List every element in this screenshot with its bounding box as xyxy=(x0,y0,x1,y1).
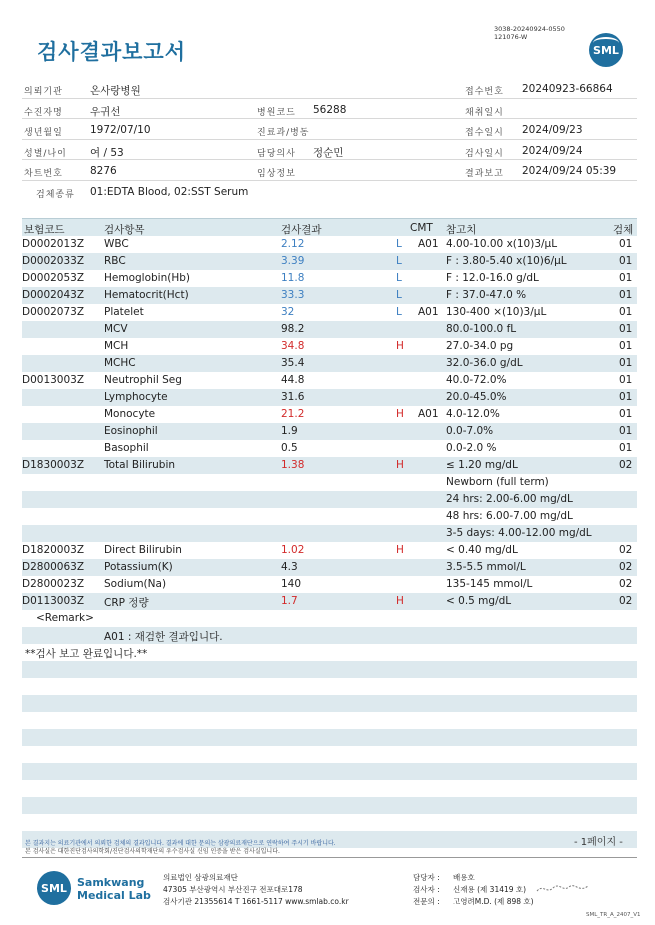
header-code: 보험코드 xyxy=(24,224,65,236)
cell-specimen: 02 xyxy=(619,561,633,573)
cell-specimen: 02 xyxy=(619,544,633,556)
info-label: 접수일시 xyxy=(465,128,504,138)
cell-reference: 0.0-2.0 % xyxy=(446,442,497,454)
cell-specimen: 01 xyxy=(619,442,633,454)
remark-label: <Remark> xyxy=(36,612,94,624)
table-row xyxy=(22,780,637,797)
cell-test-name: Platelet xyxy=(104,306,144,318)
table-row xyxy=(22,610,637,627)
cell-flag: H xyxy=(396,340,404,352)
cell-reference: 0.0-7.0% xyxy=(446,425,494,437)
cell-flag: H xyxy=(396,544,404,556)
cell-test-name: RBC xyxy=(104,255,126,267)
cell-code: D2800063Z xyxy=(22,561,85,573)
report-title: 검사결과보고서 xyxy=(37,40,187,64)
table-row xyxy=(22,814,637,831)
cell-specimen: 02 xyxy=(619,459,633,471)
staff-list xyxy=(413,872,534,908)
cell-specimen: 01 xyxy=(619,340,633,352)
table-row xyxy=(22,457,637,474)
staff-entry xyxy=(413,884,534,896)
cell-result: 44.8 xyxy=(281,374,305,386)
staff-name: 배용호 xyxy=(453,873,475,882)
table-row xyxy=(22,644,637,661)
info-value: 여 / 53 xyxy=(90,146,124,159)
table-row xyxy=(22,627,637,644)
table-row xyxy=(22,525,637,542)
cell-test-name: CRP 정량 xyxy=(104,597,149,609)
info-row xyxy=(22,140,637,161)
table-row xyxy=(22,321,637,338)
table-row xyxy=(22,576,637,593)
staff-role: 전문의 : xyxy=(413,897,440,906)
cell-result: 140 xyxy=(281,578,302,590)
staff-role: 담당자 : xyxy=(413,873,440,882)
staff-name: 고영려M.D. (제 898 호) xyxy=(453,897,534,906)
table-row xyxy=(22,270,637,287)
specimen-label: 검체종류 xyxy=(36,189,75,200)
cell-result: 35.4 xyxy=(281,357,305,369)
table-row xyxy=(22,678,637,695)
cell-code: D0002033Z xyxy=(22,255,85,267)
cell-result: 21.2 xyxy=(281,408,305,420)
staff-entry xyxy=(413,872,534,884)
table-row xyxy=(22,491,637,508)
info-row xyxy=(22,99,637,120)
table-row xyxy=(22,797,637,814)
cell-specimen: 01 xyxy=(619,357,633,369)
cell-result: 0.5 xyxy=(281,442,298,454)
cell-code: D0113003Z xyxy=(22,595,85,607)
cell-result: 4.3 xyxy=(281,561,298,573)
info-label: 생년월일 xyxy=(24,128,63,138)
table-row xyxy=(22,695,637,712)
cell-result: 1.38 xyxy=(281,459,305,471)
table-row xyxy=(22,508,637,525)
cell-test-name: Basophil xyxy=(104,442,149,454)
table-row xyxy=(22,746,637,763)
table-row xyxy=(22,423,637,440)
table-row xyxy=(22,236,637,253)
table-row xyxy=(22,355,637,372)
table-row xyxy=(22,440,637,457)
cell-reference: 40.0-72.0% xyxy=(446,374,507,386)
header-reference: 참고치 xyxy=(446,224,477,236)
cell-flag: L xyxy=(396,306,402,318)
cell-test-name: WBC xyxy=(104,238,129,250)
header-cmt: CMT xyxy=(410,222,433,234)
sml-logo-icon: SML xyxy=(589,33,623,67)
info-label: 임상정보 xyxy=(257,169,296,179)
staff-name: 신재용 (제 31419 호) xyxy=(453,885,527,894)
cell-reference: ≤ 1.20 mg/dL xyxy=(446,459,518,471)
info-label: 결과보고 xyxy=(465,169,504,179)
cell-specimen: 01 xyxy=(619,391,633,403)
cell-flag: L xyxy=(396,272,402,284)
header-name: 검사항목 xyxy=(104,224,145,236)
cell-result: 11.8 xyxy=(281,272,305,284)
cell-specimen: 02 xyxy=(619,595,633,607)
cell-reference: 32.0-36.0 g/dL xyxy=(446,357,523,369)
specimen-value: 01:EDTA Blood, 02:SST Serum xyxy=(90,185,249,198)
results-table-header xyxy=(22,218,637,236)
table-row xyxy=(22,338,637,355)
cell-result: 34.8 xyxy=(281,340,305,352)
info-value: 2024/09/24 05:39 xyxy=(522,165,617,177)
cell-code: D1820003Z xyxy=(22,544,85,556)
cell-reference: F : 3.80-5.40 x(10)6/μL xyxy=(446,255,567,267)
cell-reference: 3-5 days: 4.00-12.00 mg/dL xyxy=(446,527,592,539)
cell-cmt: A01 xyxy=(418,408,439,420)
info-label: 수진자명 xyxy=(24,107,63,118)
cell-specimen: 01 xyxy=(619,238,633,250)
cell-flag: H xyxy=(396,459,404,471)
info-row xyxy=(22,160,637,181)
info-value: 우귀선 xyxy=(90,105,121,118)
info-label: 담당의사 xyxy=(257,148,296,159)
cell-flag: L xyxy=(396,238,402,250)
cell-result: 31.6 xyxy=(281,391,305,403)
info-value: 8276 xyxy=(90,165,117,177)
footnote: 본 결과지는 의료기관에서 의뢰한 검체의 결과입니다. 결과에 대한 문의는 삼광의료재단으로 연락하여 주시기 바랍니다. 본 검사실은 대한진단검사의학회/진단검사의학재단의 우수검사실 신임 인증을 받은 검사실입니다. xyxy=(25,840,336,855)
cell-code: D0013003Z xyxy=(22,374,85,386)
table-row xyxy=(22,542,637,559)
cell-specimen: 01 xyxy=(619,425,633,437)
cell-result: 33.3 xyxy=(281,289,305,301)
footer-divider xyxy=(22,857,637,858)
specimen-row xyxy=(22,181,637,202)
brand-name: Samkwang Medical Lab xyxy=(77,876,151,902)
cell-result: 2.12 xyxy=(281,238,305,250)
info-label: 성별/나이 xyxy=(24,148,67,159)
cell-specimen: 01 xyxy=(619,306,633,318)
page-number: - 1페이지 - xyxy=(574,837,623,848)
info-label: 검사일시 xyxy=(465,148,504,159)
cell-result: 98.2 xyxy=(281,323,305,335)
cell-reference: 24 hrs: 2.00-6.00 mg/dL xyxy=(446,493,573,505)
cell-flag: H xyxy=(396,408,404,420)
cell-reference: F : 12.0-16.0 g/dL xyxy=(446,272,539,284)
cell-specimen: 01 xyxy=(619,408,633,420)
cell-reference: 3.5-5.5 mmol/L xyxy=(446,561,526,573)
cell-test-name: Potassium(K) xyxy=(104,561,173,573)
info-value: 56288 xyxy=(313,103,347,116)
table-row xyxy=(22,372,637,389)
info-label: 채취일시 xyxy=(465,107,504,118)
patient-info-block xyxy=(22,78,637,201)
cell-reference: 48 hrs: 6.00-7.00 mg/dL xyxy=(446,510,573,522)
table-row xyxy=(22,406,637,423)
info-row xyxy=(22,119,637,140)
cell-test-name: Sodium(Na) xyxy=(104,578,167,590)
sml-logo-icon: SML xyxy=(37,871,71,905)
table-row xyxy=(22,559,637,576)
info-value: 2024/09/24 xyxy=(522,144,583,157)
cell-reference: 4.00-10.00 x(10)3/μL xyxy=(446,238,558,250)
document-id: 3038-20240924-0550 121076-W xyxy=(494,25,565,41)
cell-cmt: A01 xyxy=(418,238,439,250)
signature-icon xyxy=(535,882,590,896)
cell-code: D1830003Z xyxy=(22,459,85,471)
cell-result: 1.9 xyxy=(281,425,298,437)
remark-text: A01 : 재검한 결과입니다. xyxy=(104,631,223,643)
cell-code: D0002073Z xyxy=(22,306,85,318)
cell-reference: < 0.5 mg/dL xyxy=(446,595,512,607)
header-specimen: 검체 xyxy=(613,224,634,236)
cell-code: D2800023Z xyxy=(22,578,85,590)
results-table-body xyxy=(22,236,637,848)
cell-specimen: 01 xyxy=(619,289,633,301)
cell-test-name: Neutrophil Seg xyxy=(104,374,182,386)
table-row xyxy=(22,593,637,610)
cell-test-name: MCV xyxy=(104,323,128,335)
cell-specimen: 01 xyxy=(619,323,633,335)
cell-reference: Newborn (full term) xyxy=(446,476,549,488)
cell-specimen: 01 xyxy=(619,272,633,284)
cell-reference: 20.0-45.0% xyxy=(446,391,507,403)
staff-entry xyxy=(413,896,534,908)
info-label: 접수번호 xyxy=(465,87,504,97)
cell-result: 3.39 xyxy=(281,255,305,267)
cell-test-name: Direct Bilirubin xyxy=(104,544,182,556)
cell-specimen: 02 xyxy=(619,578,633,590)
cell-code: D0002053Z xyxy=(22,272,85,284)
cell-test-name: Eosinophil xyxy=(104,425,158,437)
cell-flag: L xyxy=(396,255,402,267)
cell-reference: 27.0-34.0 pg xyxy=(446,340,514,352)
cell-test-name: Total Bilirubin xyxy=(104,459,176,471)
info-value: 정순민 xyxy=(313,146,344,159)
cell-result: 32 xyxy=(281,306,295,318)
cell-test-name: Hemoglobin(Hb) xyxy=(104,272,191,284)
cell-specimen: 01 xyxy=(619,255,633,267)
cell-reference: F : 37.0-47.0 % xyxy=(446,289,527,301)
table-row xyxy=(22,287,637,304)
info-value: 온사랑병원 xyxy=(90,85,141,97)
cell-reference: 4.0-12.0% xyxy=(446,408,500,420)
lab-address: 의료법인 삼광의료재단 47305 부산광역시 부산진구 전포대로178 검사기관 21355614 T 1661-5117 www.smlab.co.kr xyxy=(163,873,349,906)
cell-reference: 130-400 ×(10)3/μL xyxy=(446,306,547,318)
cell-cmt: A01 xyxy=(418,306,439,318)
cell-reference: < 0.40 mg/dL xyxy=(446,544,518,556)
cell-flag: H xyxy=(396,595,404,607)
cell-test-name: Monocyte xyxy=(104,408,156,420)
cell-code: D0002043Z xyxy=(22,289,85,301)
info-label: 진료과/병동 xyxy=(257,128,310,138)
info-label: 차트번호 xyxy=(24,169,63,179)
cell-code: D0002013Z xyxy=(22,238,85,250)
table-row xyxy=(22,712,637,729)
info-label: 의뢰기관 xyxy=(24,87,63,97)
table-row xyxy=(22,729,637,746)
table-row xyxy=(22,763,637,780)
cell-specimen: 01 xyxy=(619,374,633,386)
staff-role: 검사자 : xyxy=(413,885,440,894)
cell-test-name: Hematocrit(Hct) xyxy=(104,289,189,301)
cell-test-name: MCH xyxy=(104,340,129,352)
cell-flag: L xyxy=(396,289,402,301)
header-result: 검사결과 xyxy=(281,224,322,236)
info-value: 20240923-66864 xyxy=(522,83,613,95)
cell-result: 1.7 xyxy=(281,595,298,607)
table-row xyxy=(22,304,637,321)
info-row xyxy=(22,78,637,99)
cell-test-name: MCHC xyxy=(104,357,136,369)
cell-test-name: Lymphocyte xyxy=(104,391,168,403)
table-row xyxy=(22,474,637,491)
cell-reference: 135-145 mmol/L xyxy=(446,578,533,590)
info-label: 병원코드 xyxy=(257,107,296,118)
info-value: 2024/09/23 xyxy=(522,124,583,136)
cell-result: 1.02 xyxy=(281,544,305,556)
report-complete-text: **검사 보고 완료입니다.** xyxy=(25,648,148,660)
info-value: 1972/07/10 xyxy=(90,124,151,136)
cell-reference: 80.0-100.0 fL xyxy=(446,323,517,335)
form-code: SML_TR_A_2407_V1 xyxy=(586,912,641,918)
table-row xyxy=(22,253,637,270)
table-row xyxy=(22,661,637,678)
table-row xyxy=(22,389,637,406)
